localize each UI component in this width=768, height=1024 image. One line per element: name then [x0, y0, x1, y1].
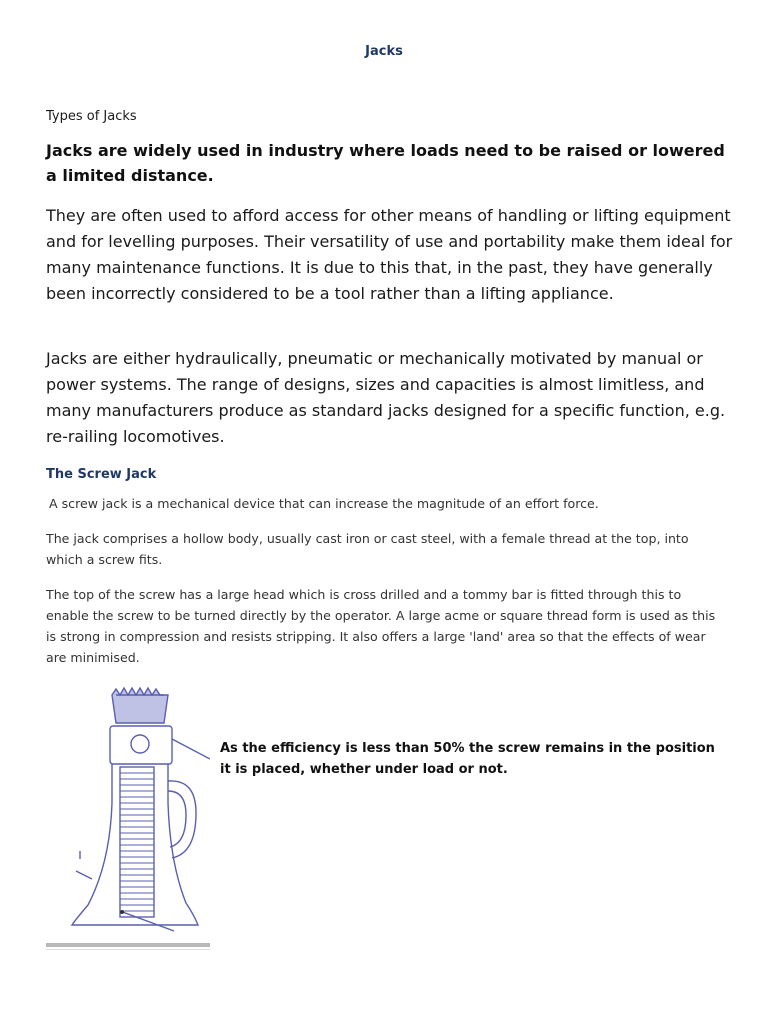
screw-column [120, 767, 154, 917]
tommy-bar-hole [131, 735, 149, 753]
screw-jack-paragraph-1: A screw jack is a mechanical device that can increase the magnitude of an effort force. [49, 496, 599, 511]
section-subtitle: Types of Jacks [46, 109, 137, 124]
screw-jack-heading: The Screw Jack [46, 467, 157, 482]
lead-paragraph: Jacks are widely used in industry where loads need to be raised or lowered a limited distance. [46, 141, 725, 185]
screw-threads [120, 773, 154, 911]
jacks-paragraph-2: Jacks are either hydraulically, pneumatic or mechanically motivated by manual or power systems. The range of designs, sizes and capacities is almost limitless, and many manufacturers produce as standard jacks designed for a specific function, e.g. re-railing locomotives. [46, 349, 726, 446]
jacks-paragraph-1: They are often used to afford access for other means of handling or lifting equipment and for levelling purposes. Their versatility of use and portability make them ideal for many maintenance functions. It is due to this that, in the past, they have generally been incorrectly considered to be a tool rather than a lifting appliance. [46, 206, 733, 303]
base-line [46, 943, 210, 947]
document-title: Jacks [365, 44, 403, 59]
crown-head [112, 688, 168, 723]
cross-drilled-block [110, 726, 172, 764]
screw-jack-paragraph-2: The jack comprises a hollow body, usually cast iron or cast steel, with a female thread at the top, into which a screw fits. [46, 531, 689, 567]
screw-jack-drawing [46, 683, 210, 955]
screw-jack-paragraph-3: The top of the screw has a large head which is cross drilled and a tommy bar is fitted through this to enable the screw to be turned directly by the operator. A large acme or square thread form is used as this is strong in compression and resists stripping. It also offers a large 'land' area so that the effects of wear are minimised. [46, 587, 716, 665]
figure-caption: As the efficiency is less than 50% the screw remains in the position it is placed, whether under load or not. [220, 741, 715, 777]
screw-jack-illustration [46, 683, 210, 955]
